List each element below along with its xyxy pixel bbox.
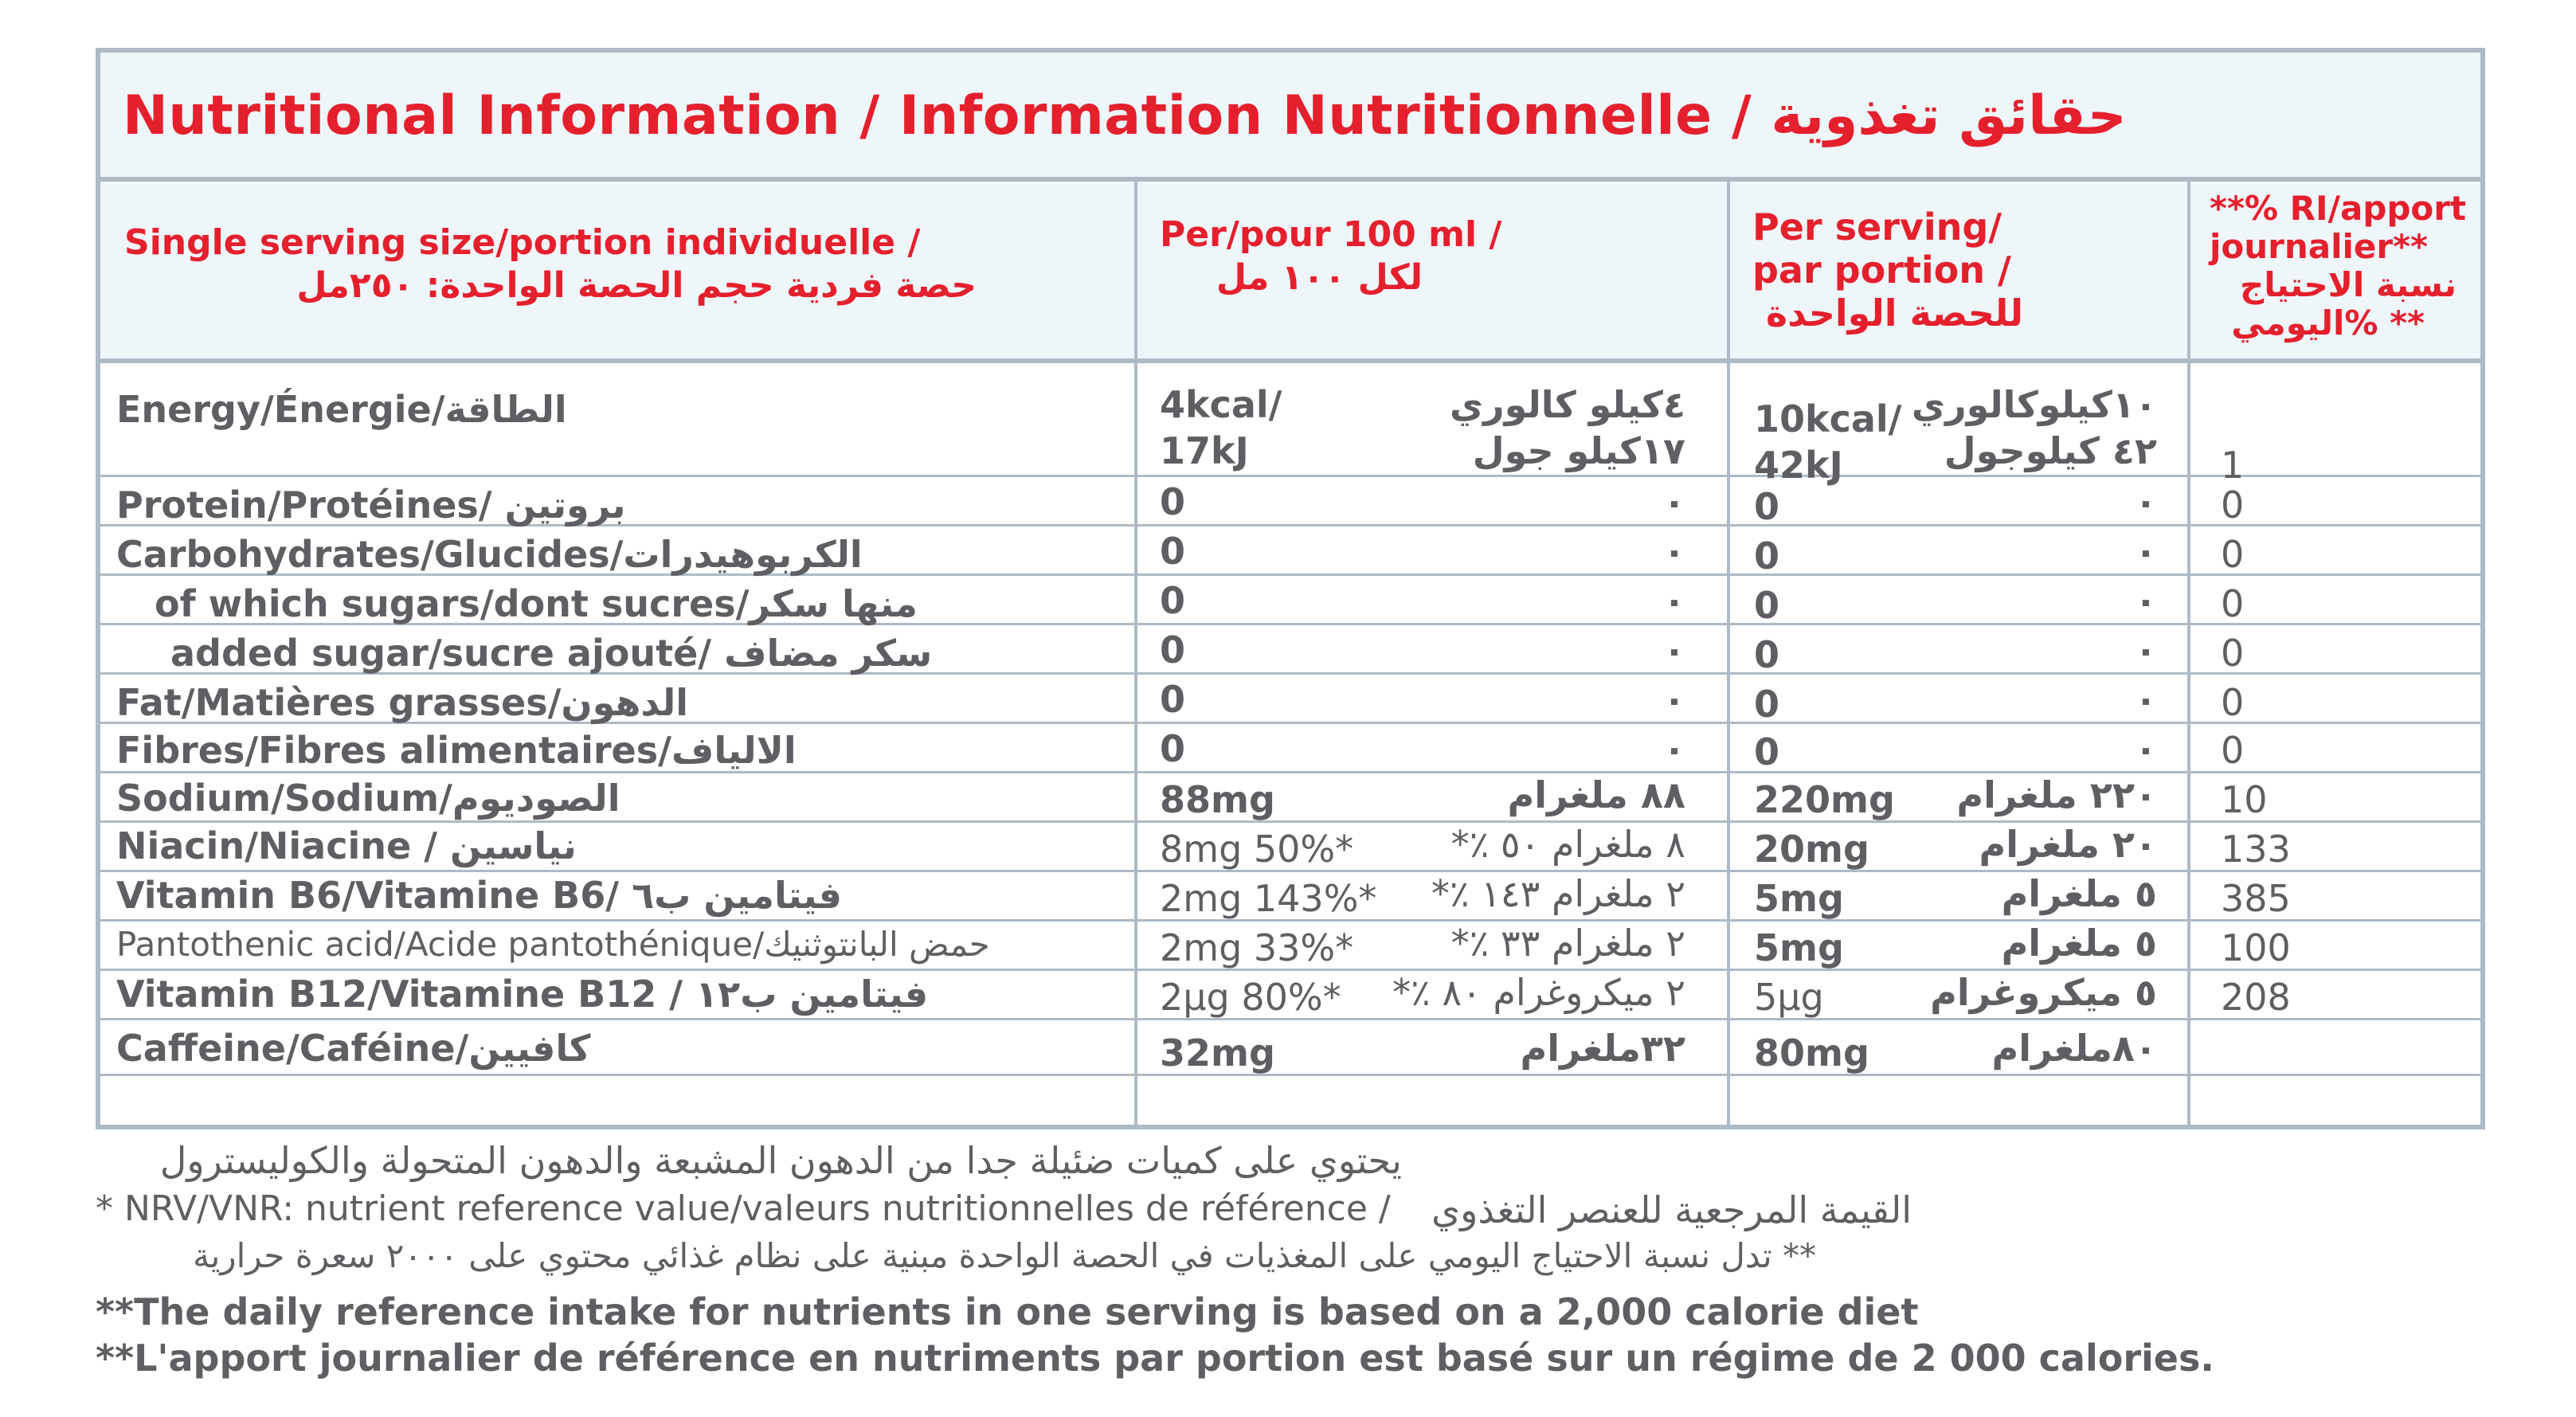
nutrient-per100-pantothenic: 2mg 33%*: [1160, 926, 1354, 969]
header-ri-l2: journalier**: [2210, 227, 2429, 266]
nutrient-serving-carbohydrates: 0: [1754, 534, 1780, 577]
energy-serving-kcal: 10kcal/: [1754, 397, 1902, 440]
nutrient-per100-ar-vitamin-b6: ٢ ملغرام ١٤٣ ٪*: [1431, 872, 1685, 915]
divider-col1: [1134, 182, 1137, 1129]
note-nrv-en: * NRV/VNR: nutrient reference value/valeurs nutritionnelles de référence /: [96, 1188, 1391, 1229]
nutrient-ri-fat: 0: [2221, 681, 2245, 724]
energy-serving-kj: 42kJ: [1754, 444, 1843, 487]
energy-per100-kj: 17kJ: [1160, 429, 1249, 472]
nutrient-serving-ar-sodium: ٢٢٠ ملغرام: [1956, 773, 2157, 816]
note-ri-fr: **L'apport journalier de référence en nutriments par portion est basé sur un régime de 2 000 calories.: [96, 1337, 2214, 1380]
nutrient-serving-ar-sugars: ٠: [2134, 579, 2157, 622]
nutrient-per100-fat: 0: [1160, 678, 1186, 721]
nutrient-label-protein: Protein/Protéines/ بروتين: [116, 483, 626, 526]
energy-per100-kcal: 4kcal/: [1160, 383, 1282, 426]
nutrient-per100-ar-sodium: ٨٨ ملغرام: [1507, 773, 1685, 816]
note-ri-en: **The daily reference intake for nutrients in one serving is based on a 2,000 calorie diet: [96, 1290, 1919, 1333]
nutrition-label: [96, 48, 2485, 1129]
nutrient-per100-ar-sugars: ٠: [1662, 579, 1685, 622]
nutrient-label-caffeine: Caffeine/Caféine/كافيين: [116, 1027, 591, 1070]
nutrient-serving-ar-caffeine: ٨٠ملغرام: [1991, 1027, 2157, 1070]
nutrient-per100-ar-vitamin-b12: ٢ ميكروغرام ٨٠ ٪*: [1392, 971, 1685, 1014]
nutrient-serving-ar-vitamin-b6: ٥ ملغرام: [2001, 872, 2157, 915]
header-serving-en: Single serving size/portion individuelle /: [124, 222, 921, 263]
nutrient-serving-ar-niacin: ٢٠ ملغرام: [1979, 823, 2157, 866]
nutrient-per100-sugars: 0: [1160, 579, 1186, 622]
nutrient-serving-added-sugar: 0: [1754, 633, 1780, 676]
nutrient-per100-ar-fibres: ٠: [1662, 727, 1685, 770]
nutrient-serving-fibres: 0: [1754, 730, 1780, 773]
row-line: [100, 1074, 2480, 1076]
nutrient-serving-ar-pantothenic: ٥ ملغرام: [2001, 922, 2157, 965]
nutrient-per100-ar-carbohydrates: ٠: [1662, 530, 1685, 573]
nutrient-per100-niacin: 8mg 50%*: [1160, 828, 1354, 871]
nutrient-per100-ar-added-sugar: ٠: [1662, 628, 1685, 671]
header-per-100ml: [1160, 213, 1709, 299]
nutrient-serving-caffeine: 80mg: [1754, 1031, 1869, 1074]
energy-per100-ar-kj: ١٧كيلو جول: [1472, 429, 1685, 472]
header-per-serving: [1752, 206, 2198, 335]
note-trace-ar: يحتوي على كميات ضئيلة جدا من الدهون المشبعة والدهون المتحولة والكوليسترول: [159, 1139, 1402, 1182]
nutrient-per100-caffeine: 32mg: [1160, 1031, 1275, 1074]
nutrient-per100-vitamin-b12: 2µg 80%*: [1160, 976, 1341, 1019]
nutrient-per100-ar-protein: ٠: [1662, 480, 1685, 523]
nutrient-serving-fat: 0: [1754, 683, 1780, 726]
energy-per100-ar-kcal: ٤كيلو كالوري: [1449, 383, 1685, 426]
nutrient-label-sugars: of which sugars/dont sucres/منها سكر: [155, 582, 918, 625]
nutrient-label-sodium: Sodium/Sodium/الصوديوم: [116, 777, 621, 820]
header-row: [100, 182, 2480, 363]
header-ri-ar2: ** %اليومي: [2231, 303, 2425, 343]
header-per100-ar: لكل ١٠٠ مل: [1216, 257, 1423, 298]
nutrient-serving-protein: 0: [1754, 485, 1780, 528]
header-per100-en: Per/pour 100 ml /: [1160, 214, 1502, 255]
nutrient-serving-pantothenic: 5mg: [1754, 926, 1844, 969]
nutrient-ri-added-sugar: 0: [2221, 632, 2245, 675]
nutrient-ri-sugars: 0: [2221, 582, 2245, 625]
header-perserving-l1: Per serving/: [1752, 206, 2002, 249]
nutrient-label-vitamin-b12: Vitamin B12/Vitamine B12 / فيتامين ب١٢: [116, 973, 929, 1016]
nutrient-label-pantothenic: Pantothenic acid/Acide pantothénique/حمض البانتوثنيك: [116, 925, 990, 964]
nutrient-ri-vitamin-b6: 385: [2221, 877, 2291, 920]
header-ri-ar1: نسبة الاحتياج: [2239, 265, 2457, 304]
header-serving-ar: حصة فردية حجم الحصة الواحدة: ٢٥٠مل: [296, 265, 977, 306]
note-ri-ar: ** تدل نسبة الاحتياج اليومي على المغذيات في الحصة الواحدة مبنية على نظام غذائي محتوي على ٢٠٠٠ سعرة حرارية: [193, 1236, 1816, 1275]
nutrient-serving-niacin: 20mg: [1754, 828, 1869, 871]
nutrient-ri-protein: 0: [2221, 483, 2245, 526]
header-ri: [2210, 190, 2480, 343]
nutrient-serving-ar-added-sugar: ٠: [2134, 628, 2157, 671]
nutrient-serving-ar-carbohydrates: ٠: [2134, 530, 2157, 573]
nutrient-ri-carbohydrates: 0: [2221, 533, 2245, 576]
row-line: [100, 475, 2480, 477]
energy-serving-ar-kcal: ١٠كيلوكالوري: [1911, 383, 2157, 426]
nutrient-serving-sugars: 0: [1754, 584, 1780, 627]
nutrient-per100-sodium: 88mg: [1160, 778, 1275, 821]
divider-col3: [2187, 182, 2190, 1129]
nutrient-per100-vitamin-b6: 2mg 143%*: [1160, 877, 1377, 920]
note-nrv-ar: القيمة المرجعية للعنصر التغذوي: [1431, 1188, 1912, 1231]
nutrient-per100-ar-niacin: ٨ ملغرام ٥٠ ٪*: [1450, 823, 1685, 866]
nutrient-per100-carbohydrates: 0: [1160, 530, 1186, 573]
energy-ri: 1: [2221, 444, 2245, 487]
nutrient-ri-fibres: 0: [2221, 729, 2245, 772]
nutrient-label-added-sugar: added sugar/sucre ajouté/ سكر مضاف: [170, 632, 933, 675]
nutrient-per100-fibres: 0: [1160, 727, 1186, 770]
header-perserving-ar: للحصة الواحدة: [1766, 292, 2023, 335]
nutrient-label-carbohydrates: Carbohydrates/Glucides/الكربوهيدرات: [116, 533, 863, 576]
header-ri-l1: **% RI/apport: [2210, 189, 2467, 228]
nutrient-label-niacin: Niacin/Niacine / نياسين: [116, 824, 577, 867]
nutrient-ri-pantothenic: 100: [2221, 926, 2291, 969]
divider-col2: [1727, 182, 1730, 1129]
nutrient-serving-ar-fat: ٠: [2134, 678, 2157, 721]
nutrient-ri-vitamin-b12: 208: [2221, 976, 2291, 1019]
nutrient-serving-vitamin-b6: 5mg: [1754, 877, 1844, 920]
nutrient-per100-ar-fat: ٠: [1662, 678, 1685, 721]
nutrient-per100-added-sugar: 0: [1160, 628, 1186, 671]
nutrient-serving-ar-vitamin-b12: ٥ ميكروغرام: [1930, 971, 2157, 1014]
nutrient-serving-vitamin-b12: 5µg: [1754, 976, 1824, 1019]
nutrient-label-fibres: Fibres/Fibres alimentaires/الالياف: [116, 729, 797, 772]
nutrient-per100-ar-caffeine: ٣٢ملغرام: [1520, 1027, 1685, 1070]
nutrient-serving-sodium: 220mg: [1754, 778, 1895, 821]
energy-serving-ar-kj: ٤٢ كيلوجول: [1944, 429, 2157, 472]
nutrient-serving-ar-fibres: ٠: [2134, 727, 2157, 770]
nutrient-label-vitamin-b6: Vitamin B6/Vitamine B6/ فيتامين ب٦: [116, 874, 842, 917]
nutrient-ri-niacin: 133: [2221, 828, 2291, 871]
header-serving-size: [124, 221, 1223, 307]
nutrient-serving-ar-protein: ٠: [2134, 480, 2157, 523]
label-title: Nutritional Information / Information Nutritionnelle / حقائق تغذوية: [123, 84, 2127, 147]
energy-label: Energy/Énergie/الطاقة: [116, 388, 567, 431]
title-bar: [100, 53, 2480, 182]
nutrient-ri-sodium: 10: [2221, 778, 2268, 821]
header-perserving-l2: par portion /: [1752, 249, 2011, 292]
nutrient-label-fat: Fat/Matières grasses/الدهون: [116, 681, 689, 724]
nutrient-per100-protein: 0: [1160, 480, 1186, 523]
nutrient-per100-ar-pantothenic: ٢ ملغرام ٣٣ ٪*: [1450, 922, 1685, 965]
